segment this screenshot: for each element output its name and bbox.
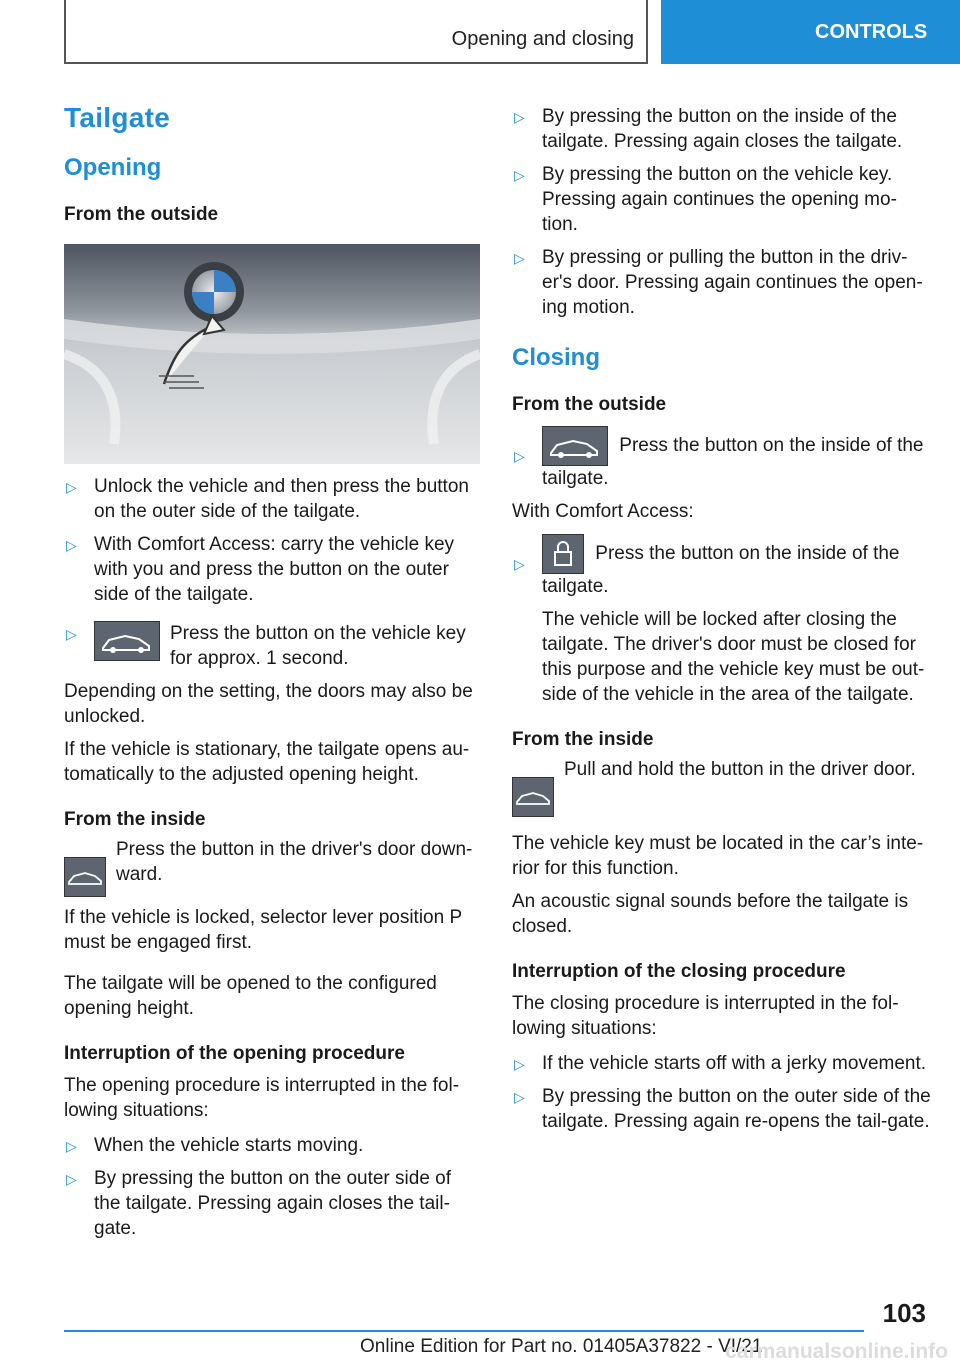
bullet-triangle-icon: ▷ — [66, 537, 77, 553]
paragraph: The closing procedure is interrupted in the fol-lowing situations: — [512, 993, 899, 1039]
opening-heading: Opening — [64, 154, 162, 181]
inside-heading: From the inside — [64, 809, 206, 830]
tailgate-door-button-icon — [512, 777, 554, 817]
comfort-access-label: With Comfort Access: — [512, 501, 694, 522]
bullet-triangle-icon: ▷ — [514, 1056, 525, 1072]
bullet-triangle-icon: ▷ — [514, 448, 525, 464]
chapter-tab[interactable] — [661, 0, 960, 64]
tailgate-photo — [64, 244, 480, 464]
list-item — [64, 621, 480, 671]
paragraph: The tailgate will be opened to the configured opening height. — [64, 973, 437, 1019]
paragraph: If the vehicle is locked, selector lever position P must be engaged first. — [64, 907, 462, 953]
list-item: ▷ By pressing the button on the inside of the tailgate. Pressing again closes the tailgate. — [514, 106, 903, 152]
page-title: Tailgate — [64, 102, 171, 133]
inside-heading: From the inside — [512, 729, 654, 750]
watermark: carmanualsonline.info — [725, 1340, 948, 1363]
list-item: ▷ By pressing the button on the vehicle key. Pressing again continues the opening mo-tion. — [514, 164, 897, 235]
right-column — [512, 96, 932, 1134]
page-number: 103 — [882, 1298, 926, 1328]
paragraph: An acoustic signal sounds before the tailgate is closed. — [512, 891, 909, 937]
interrupt-heading: Interruption of the closing procedure — [512, 961, 846, 982]
tailgate-key-button-icon — [94, 621, 160, 661]
interrupt-list — [512, 1051, 932, 1134]
outside-heading: From the outside — [64, 204, 219, 225]
list-item: ▷ Unlock the vehicle and then press the button on the outer side of the tailgate. — [66, 476, 469, 522]
list-item: ▷ By pressing the button on the outer side of the tailgate. Pressing again closes the tail-gate. — [66, 1168, 452, 1239]
list-item: ▷ By pressing or pulling the button in the driv-er's door. Pressing again continues the open-ing motion. — [514, 247, 923, 318]
tailgate-close-button-icon — [542, 426, 608, 466]
chapter-tab-label: CONTROLS — [815, 20, 928, 43]
outside-heading: From the outside — [512, 394, 667, 415]
list-item: ▷ With Comfort Access: carry the vehicle key with you and press the button on the outer side of the tailgate. — [66, 534, 455, 605]
opening-methods-list — [64, 474, 480, 671]
closing-lock-list — [512, 534, 932, 707]
closing-heading: Closing — [512, 344, 600, 371]
list-item: ▷ Press the button on the inside of the tailgate. — [512, 426, 932, 491]
paragraph: If the vehicle is stationary, the tailgate opens au-tomatically to the adjusted opening height. — [64, 739, 470, 785]
interrupt-heading: Interruption of the opening procedure — [64, 1043, 405, 1064]
list-item: ▷ Press the button on the inside of the tailgate. The vehicle will be locked after closing the tailgate. The driver's door must be closed for this purpose and the vehicle key must be out-side of the vehicle in the area of the tailgate. — [512, 534, 932, 707]
lock-button-icon — [542, 534, 584, 574]
bullet-triangle-icon: ▷ — [66, 1138, 77, 1154]
closing-outside-list — [512, 426, 932, 491]
bullet-triangle-icon: ▷ — [66, 479, 77, 495]
bullet-triangle-icon: ▷ — [66, 1171, 77, 1187]
lock-note: The vehicle will be locked after closing the tailgate. The driver's door must be closed for this purpose and the vehicle key must be out-side of the vehicle in the area of the tailgate. — [542, 609, 925, 705]
interrupt-list — [64, 1133, 480, 1241]
tailgate-door-button-icon — [64, 857, 106, 897]
bullet-triangle-icon: ▷ — [514, 1089, 525, 1105]
bullet-triangle-icon: ▷ — [514, 109, 525, 125]
left-column — [64, 96, 480, 1241]
key-item-text: Press the button on the vehicle key for approx. 1 second. — [170, 623, 466, 669]
edition-text: Online Edition for Part no. 01405A37822 - VI/21 — [360, 1336, 763, 1357]
bullet-triangle-icon: ▷ — [514, 556, 525, 572]
opening-methods-list-cont — [512, 104, 932, 320]
list-item: ▷ If the vehicle starts off with a jerky movement. — [512, 1051, 932, 1076]
section-title: Opening and closing — [451, 28, 634, 50]
bullet-triangle-icon: ▷ — [66, 626, 77, 642]
list-item: ▷ When the vehicle starts moving. — [64, 1133, 480, 1158]
paragraph: Depending on the setting, the doors may also be unlocked. — [64, 681, 473, 727]
paragraph: The vehicle key must be located in the car’s inte-rior for this function. — [512, 833, 924, 879]
inside-item: Press the button in the driver's door down-ward. — [64, 837, 480, 897]
footer-rule — [64, 1330, 864, 1332]
list-item: ▷ By pressing the button on the outer side of the tailgate. Pressing again re-opens the tail-gate. — [514, 1086, 931, 1132]
bullet-triangle-icon: ▷ — [514, 167, 525, 183]
paragraph: The opening procedure is interrupted in the fol-lowing situations: — [64, 1075, 460, 1121]
bullet-triangle-icon: ▷ — [514, 250, 525, 266]
inside-item: Pull and hold the button in the driver door. — [512, 757, 932, 817]
